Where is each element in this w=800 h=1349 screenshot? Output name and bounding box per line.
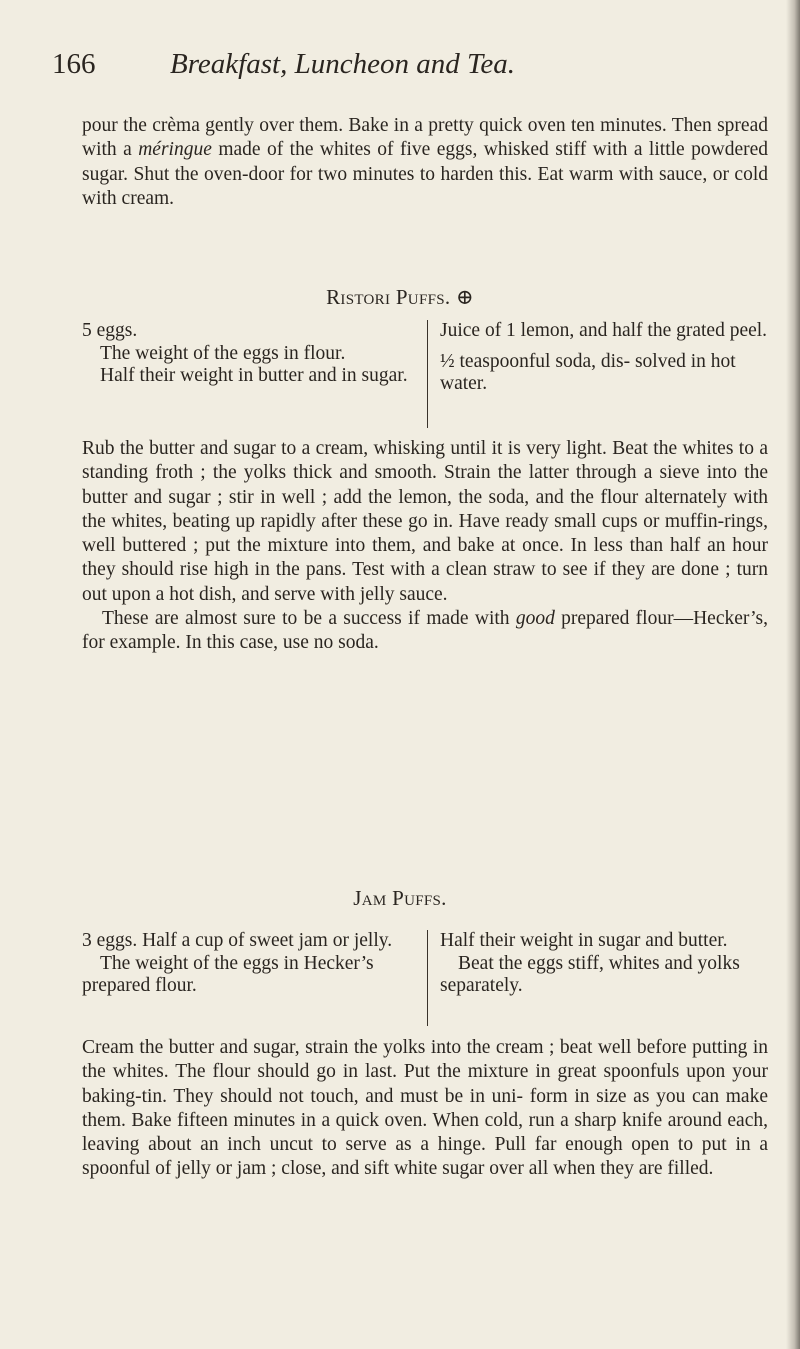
ristori-method [82, 437, 768, 656]
ristori-title-word2: Puffs. [395, 285, 451, 309]
ristori-title-word1: Ristori [326, 285, 391, 309]
ristori-ingredients-right [427, 320, 768, 428]
page-number: 166 [52, 48, 96, 80]
cross-circle-icon: ⊕ [455, 285, 474, 309]
page-edge-shadow [786, 0, 800, 1349]
jam-title-word1: Jam [353, 886, 387, 910]
book-title: Breakfast, Luncheon and Tea. [170, 48, 516, 80]
ingredient-item: The weight of the eggs in flour. [100, 342, 346, 364]
intro-section [82, 114, 768, 211]
intro-paragraph: pour the crèma gently over them. Bake in a pretty quick oven ten minutes. Then spread with a méringue made of the whites of five eggs, whisked stiff with a little powdered sugar. Shut the oven-door for two minutes to harden this. Eat warm with sauce, or cold with cream. [82, 115, 769, 209]
good-word: good [515, 608, 555, 630]
jam-method [82, 1036, 768, 1182]
ristori-ingredients [82, 320, 768, 428]
meringue-word: méringue [138, 139, 212, 161]
ristori-method-paragraph: Rub the butter and sugar to a cream, whisking until it is very light. Beat the whites to a standing froth ; the yolks thick and smooth. Strain the latter through a sieve into the butter and sugar ; stir in well ; add the lemon, the soda, and the flour alternately with the whites, beating up rapidly after these go in. Have ready small cups or muffin-rings, well buttered ; put the mixture into them, and bake at once. In less than half an hour they should rise high in the pans. Test with a clean straw to see if they are done ; turn out upon a hot dish, and serve with jelly sauce. [82, 438, 768, 605]
ristori-note-paragraph: These are almost sure to be a success if made with good prepared flour—Hecker’s, for example. In this case, use no soda. [82, 608, 768, 654]
jam-ingredients [82, 930, 768, 1026]
jam-puffs-heading [0, 884, 800, 912]
ingredient-item: Juice of 1 lemon, and half the grated peel. [440, 320, 768, 341]
running-header [52, 44, 752, 84]
ingredient-item: Beat the eggs stiff, whites and yolks separately. [440, 952, 740, 996]
jam-ingredients-right [427, 930, 768, 1026]
ingredient-item: ½ teaspoonful soda, dis- solved in hot water. [440, 350, 736, 394]
ingredient-item: The weight of the eggs in Hecker’s prepared flour. [82, 952, 374, 996]
ingredient-item: Half their weight in sugar and butter. [440, 930, 728, 951]
jam-method-paragraph: Cream the butter and sugar, strain the yolks into the cream ; beat well before putting in the whites. The flour should go in last. Put the mixture in great spoonfuls upon your baking-tin. They should not touch, and must be in uni- form in size as you can make them. Bake fifteen minutes in a quick oven. When cold, run a sharp knife around each, leaving about an inch uncut to serve as a hinge. Pull far enough open to put in a spoonful of jelly or jam ; close, and sift white sugar over all when they are filled. [82, 1037, 768, 1180]
jam-ingredients-left [82, 930, 409, 998]
jam-title-word2: Puffs. [392, 886, 447, 910]
ristori-puffs-heading [0, 283, 800, 311]
ristori-ingredients-left [82, 320, 409, 388]
ingredient-item: Half their weight in butter and in sugar. [100, 365, 408, 386]
ingredient-item: 3 eggs. Half a cup of sweet jam or jelly. [82, 930, 393, 951]
ingredient-item: 5 eggs. [82, 320, 138, 341]
